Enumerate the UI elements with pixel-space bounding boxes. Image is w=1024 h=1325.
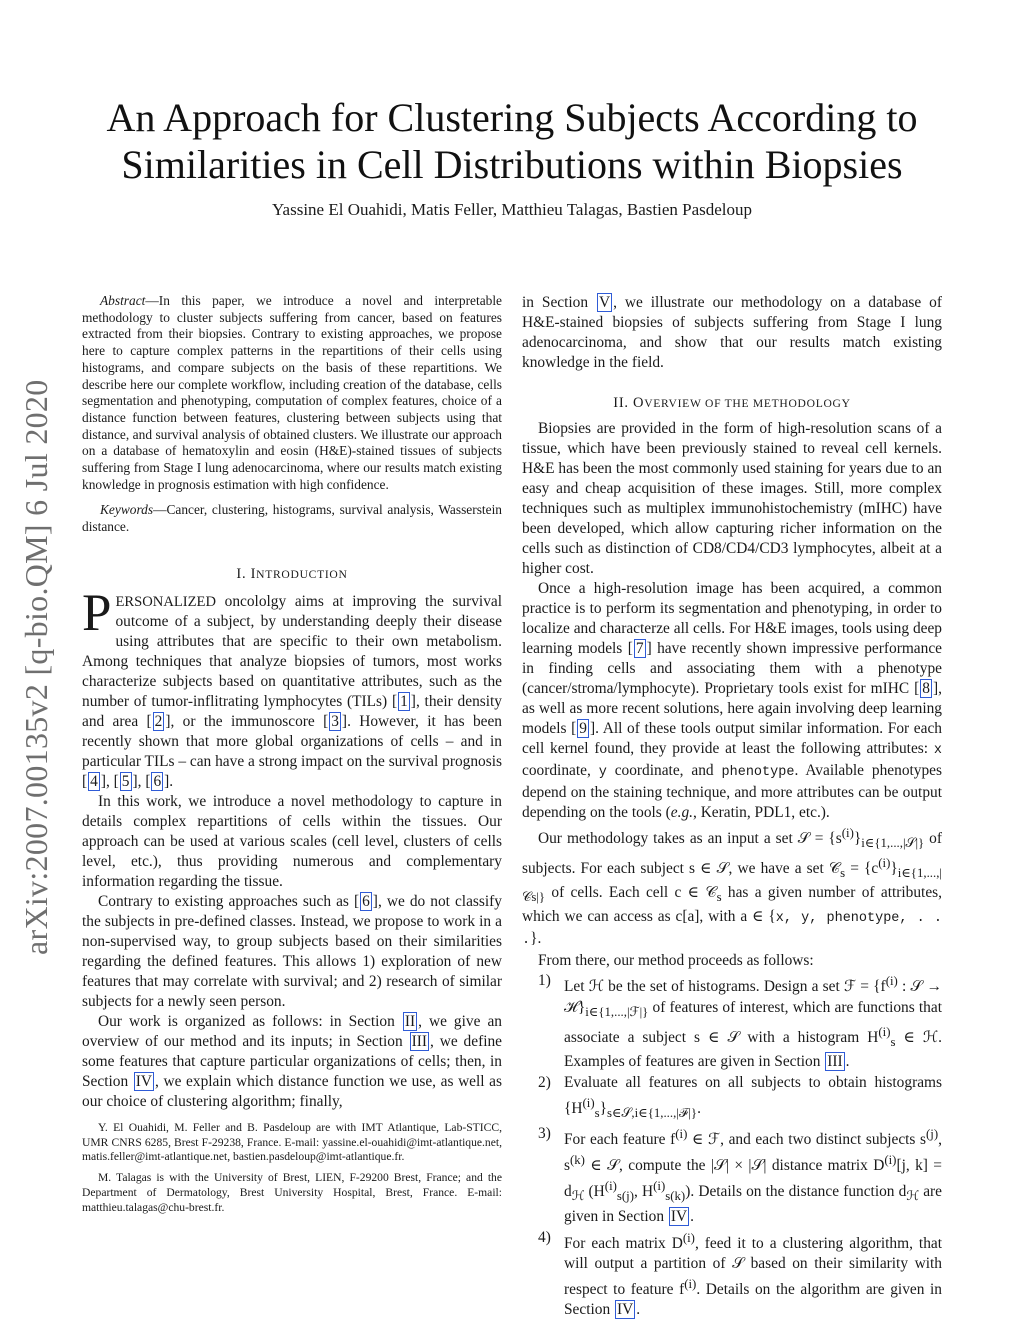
list-item: 4) For each matrix $D^{(i)}$, feed it to a clustering algorithm, that will output a partition of 𝒮 based on their similarity with respect to feature $f^{(i)}$. Details on the algorithm are given in Section IV .	[538, 1228, 942, 1318]
citation-link[interactable]: 4	[90, 772, 98, 790]
section-heading-overview: II. OVERVIEW OF THE METHODOLOGY	[613, 395, 851, 411]
keywords-text: —Cancer, clustering, histograms, survival analysis, Wasserstein distance.	[82, 502, 502, 535]
intro-paragraph-continued: in Section V , we illustrate our methodology on a database of H&E-stained biopsies of subjects suffering from Stage I lung adenocarcinoma, and show that our results match existing knowledge in the field.	[522, 294, 942, 371]
overview-paragraph-2: Once a high-resolution image has been acquired, a common practice is to perform its segmentation and phenotyping, in order to localize and characterze all cells. For H&E images, tools using deep learning models [ 7 ] have recently shown impressive performance in finding cells and associating them with a phenotype (cancer/stroma/lymphocyte). Proprietary tools exist for mIHC [ 8 ], as well as more recent solutions, here again involving deep learning models [ 9 ]. All of these tools output similar information. For each cell kernel found, they provide at least the following attributes: x coordinate, y coordinate, and phenotype. Available phenotypes depend on the staining technique, and more attributes can be output depending on the tools (e.g., Keratin, PDL1, etc.).	[522, 580, 942, 821]
footnote-affiliation-1: Y. El Ouahidi, M. Feller and B. Pasdeloup are with IMT Atlantique, Lab-STICC, UMR CNRS 6285, Brest F-29238, France. E-mail: yassine.el-ouahidi@imt-atlantique.net, matis.feller@imt-atlantique.net, bastien.pasdeloup@imt-atlantique.fr.	[82, 1121, 502, 1164]
method-steps-list	[522, 971, 942, 1319]
list-item: 1) Let ℋ be the set of histograms. Design a set ℱ = {$f^{(i)}$ : 𝒮 → $ℋ\}_{i\in\{1,...,|ℱ|\}}$ of features of interest, which are functions that associate a subject s ∈ 𝒮 with a histogram $H^{(i)}_s$ ∈ ℋ. Examples of features are given in Section III .	[538, 972, 943, 1070]
citation-link[interactable]: 5	[121, 772, 130, 790]
section-link[interactable]: V	[599, 294, 611, 311]
keywords-label: Keywords	[100, 502, 154, 518]
citation-link[interactable]: 1	[400, 692, 408, 710]
author-list: Yassine El Ouahidi, Matis Feller, Matthieu Talagas, Bastien Pasdeloup	[271, 200, 753, 219]
citation-link[interactable]: 2	[154, 712, 163, 730]
citation-link[interactable]: 7	[635, 640, 644, 657]
drop-cap: P	[82, 583, 112, 642]
section-link[interactable]: III	[827, 1052, 843, 1070]
intro-paragraph-3: Contrary to existing approaches such as [ 6 ], we do not classify the subjects in pre-defined classes. Instead, we propose to work in a non-supervised way, to group subjects based on their similarities regarding the defined features. This allows 1) exploration of new features that may correlate with survival; and 2) research of similar subjects for a newly seen person.	[82, 892, 502, 1010]
overview-paragraph-3: Our methodology takes as an input a set 𝒮 = $\{s^{(i)}\}_{i\in\{1,...,|𝒮|\}}$ of subjects. For each subject s ∈ 𝒮, we have a set 𝒞$_s$ = $\{c^{(i)}\}_{i\in\{1,...,|𝒞s|\}}$ of cells. Each cell c ∈ 𝒞$_s$ has a given number of attributes, which we can access as c[a], with a ∈ {x, y, phenotype, . . .}.	[522, 826, 943, 949]
footnotes	[82, 1121, 502, 1221]
footnote-affiliation-2: M. Talagas is with the University of Brest, LIEN, F-29200 Brest, France; and the Department of Dermatology, Brest University Hospital, Brest, France. E-mail: matthieu.talagas@chu-brest.fr.	[82, 1171, 502, 1214]
section-link[interactable]: IV	[617, 1300, 634, 1318]
paper-title: An Approach for Clustering Subjects According to Similarities in Cell Distributions within Biopsies	[106, 95, 918, 187]
left-column	[82, 293, 502, 1112]
citation-link[interactable]: 9	[579, 720, 587, 737]
intro-paragraph-4: Our work is organized as follows: in Section II , we give an overview of our method and its inputs; in Section III , we define some features that capture particular organizations of cells; then, in Section IV , we explain which distance function we use, as well as our choice of clustering algorithm; finally,	[82, 1012, 502, 1110]
section-link[interactable]: IV	[670, 1207, 688, 1225]
citation-link[interactable]: 6	[362, 892, 370, 910]
section-heading-introduction: I. INTRODUCTION	[236, 565, 348, 582]
citation-link[interactable]: 6	[153, 772, 162, 790]
list-item: 2) Evaluate all features on all subjects to obtain histograms $\{H^{(i)}_s\}_{s\in 𝒮,i\in\{1,...,|ℱ|\}}$.	[538, 1073, 942, 1121]
intro-paragraph-2: In this work, we introduce a novel methodology to capture in details complex repartitions of cells within the tissues. Our approach can be used at various scales (cell level, clusters of cells level, etc.), thus providing numerous and complementary information regarding the tissue.	[82, 792, 502, 890]
abstract-text: —In this paper, we introduce a novel and interpretable methodology to cluster subjects suffering from cancer, based on features extracted from their biopsies. Contrary to existing approaches, we propose here to capture complex patterns in the repartitions of their cells using histograms, and compare subjects on the basis of these repartitions. We describe here our complete workflow, including creation of the database, cells segmentation and phenotyping, computation of complex features, choice of a distance function between features, clustering between subjects using that distance, and survival analysis of obtained clusters. We illustrate our approach on a database of hematoxylin and eosin (H&E)-stained tissues of subjects suffering from Stage I lung adenocarcinoma, where our results match existing knowledge in prognosis estimation with high confidence.	[82, 293, 502, 492]
right-column	[522, 293, 942, 1321]
citation-link[interactable]: 8	[922, 680, 930, 697]
keywords	[82, 502, 502, 535]
arxiv-identifier: arXiv:2007.00135v2 [q-bio.QM] 6 Jul 2020	[18, 379, 54, 955]
overview-paragraph-4: From there, our method proceeds as follows:	[538, 952, 814, 970]
section-link[interactable]: III	[411, 1032, 427, 1050]
section-link[interactable]: II	[404, 1012, 416, 1030]
citation-link[interactable]: 3	[331, 712, 339, 730]
section-link[interactable]: IV	[135, 1072, 153, 1090]
overview-paragraph-1: Biopsies are provided in the form of high-resolution scans of a tissue, which have been previously stained to reveal cell kernels. H&E has been the most commonly used staining for years due to an easy and cheap acquisition of these images. Still, more complex techniques such as multiplex immunohistochemistry (mIHC) have been developed, which allow capturing richer information on the cells such as distinction of CD8/CD4/CD3 lymphocytes, albeit at a higher cost.	[522, 420, 942, 577]
abstract-label: Abstract	[100, 293, 146, 308]
abstract	[82, 293, 502, 493]
list-item: 3) For each feature $f^{(i)}$ ∈ ℱ, and each two distinct subjects $s^{(j)}$, $s^{(k)}$ ∈ 𝒮, compute the |𝒮| × |𝒮| distance matrix $D^{(i)}[j$, $k] = d_ℋ$ ($H^{(i)}_{s(j)}$, $H^{(i)}_{s(k)}$). Details on the distance function $d_ℋ$ are given in Section IV .	[538, 1125, 942, 1225]
intro-paragraph-1: PERSONALIZED oncololgy aims at improving the survival outcome of a subject, by understanding deeply their disease using attributes that are specific to their own metabolism. Among techniques that analyze biopsies of tumors, most works characterize subjects based on quantitative attributes, such as the number of tumor-inflitrating lymphocytes (TILs) [ 1 ], their density and area [ 2 ], or the immunoscore [ 3 ]. However, it has been recently shown that more global organizations of cells – and in particular TILs – can have a strong impact on the survival prognosis [ 4 ], [ 5 ], [ 6 ].	[82, 583, 502, 790]
